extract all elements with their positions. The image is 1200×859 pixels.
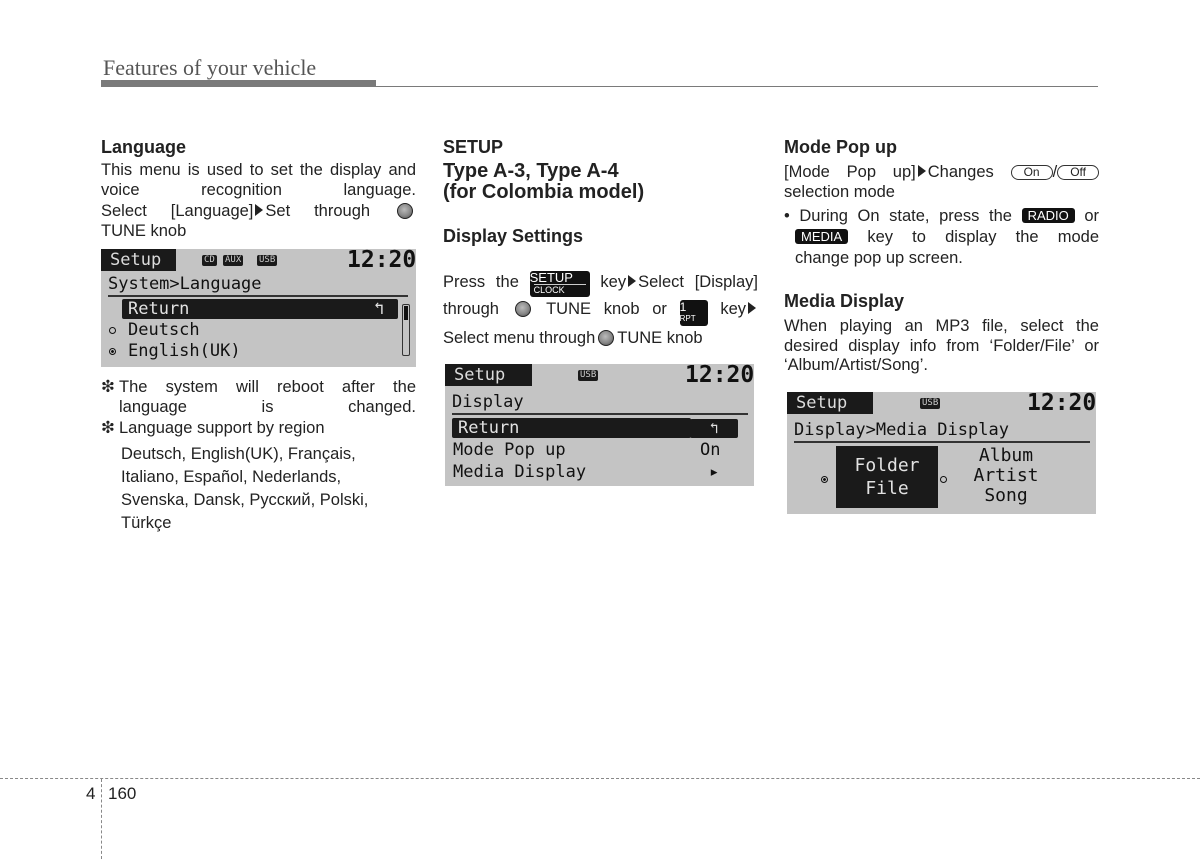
display-instructions: [443, 270, 758, 351]
note-symbol-icon: ❇: [101, 419, 115, 437]
lcd-tab-setup: Setup: [787, 392, 873, 414]
select-language-text: Select [Language]: [101, 202, 254, 220]
back-arrow-icon[interactable]: ↰: [690, 419, 738, 438]
lcd-screen-media-display: [787, 392, 1096, 514]
lcd-path: Display>Media Display: [794, 420, 1009, 440]
instruction-line2: through TUNE knob or 1 RPT key: [443, 297, 758, 326]
radio-english-uk[interactable]: [109, 348, 116, 355]
bullet-line3: change pop up screen.: [795, 249, 963, 267]
lcd-item-english-uk[interactable]: English(UK): [128, 341, 241, 361]
back-arrow-icon: ↰: [373, 299, 384, 319]
column-mode-popup: [784, 136, 1099, 376]
off-button-icon: Off: [1057, 165, 1099, 180]
arrow-right-icon: [255, 204, 263, 216]
lcd-clock: 12:20: [1027, 392, 1096, 416]
usb-badge: USB: [922, 398, 939, 408]
lcd-return-item[interactable]: Return: [452, 418, 691, 438]
set-through-text: Set through: [265, 202, 371, 220]
instruction-line1: Press the SETUP CLOCK key Select [Display]: [443, 270, 758, 295]
lcd-clock: 12:20: [685, 364, 754, 388]
media-display-heading: Media Display: [784, 291, 905, 311]
arrow-right-icon: [748, 302, 756, 314]
radio-album-artist-song[interactable]: [940, 476, 947, 483]
language-list: [101, 443, 416, 535]
language-heading: Language: [101, 137, 187, 157]
column-setup: [443, 136, 758, 351]
lcd-screen-display: [445, 364, 754, 486]
lcd-path: Display: [452, 392, 524, 412]
mode-popup-heading: Mode Pop up: [784, 137, 897, 157]
rpt-key-icon: 1 RPT: [680, 300, 708, 326]
language-notes: [101, 378, 416, 535]
lcd-return-item[interactable]: [122, 299, 398, 319]
footer-divider: [0, 778, 1200, 779]
column-language: [101, 136, 416, 241]
bullet-line1: • During On state, press the RADIO or: [784, 207, 1099, 225]
lcd-path: System>Language: [108, 274, 262, 294]
usb-badge: USB: [580, 370, 597, 380]
tune-knob-icon: [515, 301, 531, 317]
arrow-right-icon: [918, 165, 926, 177]
page-number: 160: [108, 784, 137, 803]
tune-knob-icon: [598, 330, 614, 346]
header-rule: [101, 86, 1098, 87]
lcd-divider: [108, 295, 408, 297]
mode-popup-line2: selection mode: [784, 182, 895, 201]
lcd-divider: [794, 441, 1090, 443]
bullet-line2: MEDIA key to display the mode: [784, 227, 1099, 248]
lcd-clock: 12:20: [347, 249, 416, 273]
tune-knob-text: TUNE knob: [101, 221, 187, 240]
language-list-line: Italiano, Español, Nederlands,: [121, 467, 342, 486]
lcd-tab-setup: Setup: [101, 249, 176, 271]
display-settings-heading: Display Settings: [443, 226, 584, 246]
language-list-line: Deutsch, English(UK), Français,: [121, 444, 356, 463]
option-album-artist-song[interactable]: Album Artist Song: [973, 445, 1039, 506]
setup-heading: SETUP: [443, 137, 504, 157]
media-display-description: When playing an MP3 file, select the desired display info from ‘Folder/File’ or ‘Album/Artist/Song’.: [784, 317, 1099, 374]
lcd-divider: [452, 413, 748, 415]
on-button-icon: On: [1011, 165, 1053, 180]
language-list-line: Svenska, Dansk, Русский, Polski,: [121, 490, 369, 509]
language-description: This menu is used to set the display and voice recognition language.: [101, 161, 416, 199]
lcd-scroll-thumb: [404, 306, 408, 320]
lcd-tab-setup: Setup: [445, 364, 532, 386]
radio-key-icon: RADIO: [1022, 208, 1075, 223]
lcd-item-deutsch[interactable]: Deutsch: [128, 320, 200, 340]
language-list-line: Türkçe: [121, 513, 172, 532]
instruction-line3: Select menu through TUNE knob: [443, 329, 703, 347]
language-select-instruction: [101, 202, 416, 222]
arrow-right-icon: [628, 275, 636, 287]
note-language-support: ❇ Language support by region: [101, 419, 325, 437]
mode-popup-value: On: [700, 440, 721, 460]
radio-folder-file[interactable]: [821, 476, 828, 483]
usb-badge: USB: [259, 255, 276, 265]
cd-badge: CD: [204, 255, 215, 265]
lcd-item-media-display[interactable]: Media Display: [453, 462, 587, 482]
lcd-screen-language: [101, 249, 416, 367]
type-title-line1: Type A-3, Type A-4: [443, 160, 619, 182]
radio-deutsch[interactable]: [109, 327, 116, 334]
mode-popup-line1: [Mode Pop up] Changes On / Off: [784, 163, 1099, 183]
note-reboot: ❇ The system will reboot after the language is changed.: [101, 378, 416, 416]
media-key-icon: MEDIA: [795, 229, 848, 244]
option-folder-file[interactable]: Folder File: [836, 446, 938, 508]
tune-knob-icon: [397, 203, 413, 219]
lcd-item-mode-popup[interactable]: Mode Pop up: [453, 440, 566, 460]
type-title-line2: (for Colombia model): [443, 181, 645, 203]
footer-vertical-divider: [101, 779, 102, 859]
setup-clock-key-icon: SETUP CLOCK: [530, 271, 590, 297]
submenu-arrow-icon: ▸: [709, 462, 720, 482]
aux-badge: AUX: [225, 255, 242, 265]
return-label: Return: [128, 299, 190, 319]
lcd-scrollbar[interactable]: [402, 304, 410, 356]
page-header-title: Features of your vehicle: [103, 55, 317, 80]
chapter-number: 4: [86, 784, 96, 803]
note-symbol-icon: ❇: [101, 378, 115, 396]
